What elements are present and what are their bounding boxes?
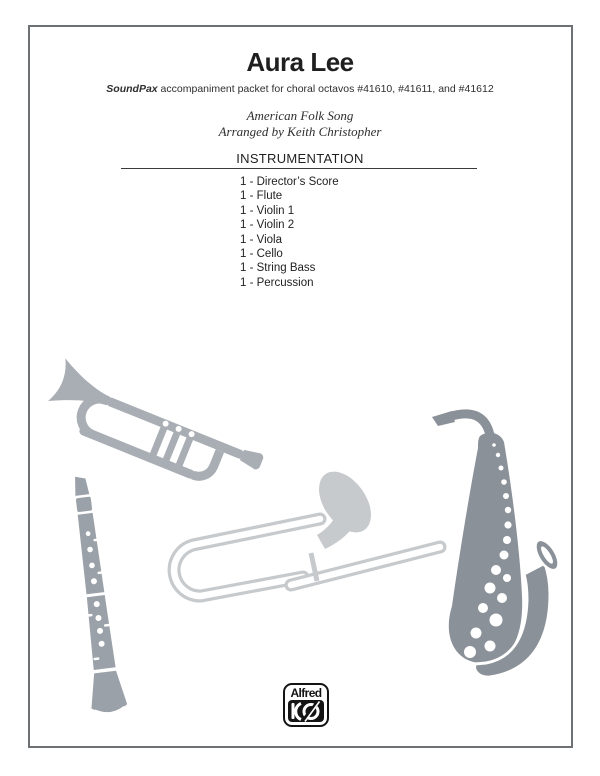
list-item: 1 - Cello bbox=[240, 248, 283, 261]
publisher-logo-mark-icon bbox=[288, 700, 324, 722]
soundpax-brand: SoundPax bbox=[106, 83, 158, 95]
publisher-logo bbox=[283, 683, 329, 727]
instrumentation-heading: INSTRUMENTATION bbox=[236, 151, 364, 166]
subtitle-text: accompaniment packet for choral octavos #41610, #41611, and #41612 bbox=[157, 83, 494, 95]
list-item: 1 - Percussion bbox=[240, 276, 314, 289]
credit-arranger: Arranged by Keith Christopher bbox=[218, 124, 382, 139]
list-item: 1 - Viola bbox=[240, 233, 282, 246]
page-title: Aura Lee bbox=[246, 47, 354, 77]
list-item: 1 - Director’s Score bbox=[240, 176, 339, 188]
instrumentation-rule bbox=[121, 168, 477, 169]
publisher-logo-text: Alfred bbox=[290, 686, 322, 700]
instrumentation-list bbox=[240, 175, 339, 290]
saxophone-icon bbox=[428, 400, 588, 700]
trombone-icon bbox=[95, 455, 460, 655]
list-item: 1 - String Bass bbox=[240, 262, 316, 275]
credit-source: American Folk Song bbox=[246, 108, 354, 123]
list-item: 1 - Violin 2 bbox=[240, 219, 295, 232]
list-item: 1 - Violin 1 bbox=[240, 204, 295, 217]
subtitle bbox=[0, 83, 600, 95]
list-item: 1 - Flute bbox=[240, 190, 283, 203]
